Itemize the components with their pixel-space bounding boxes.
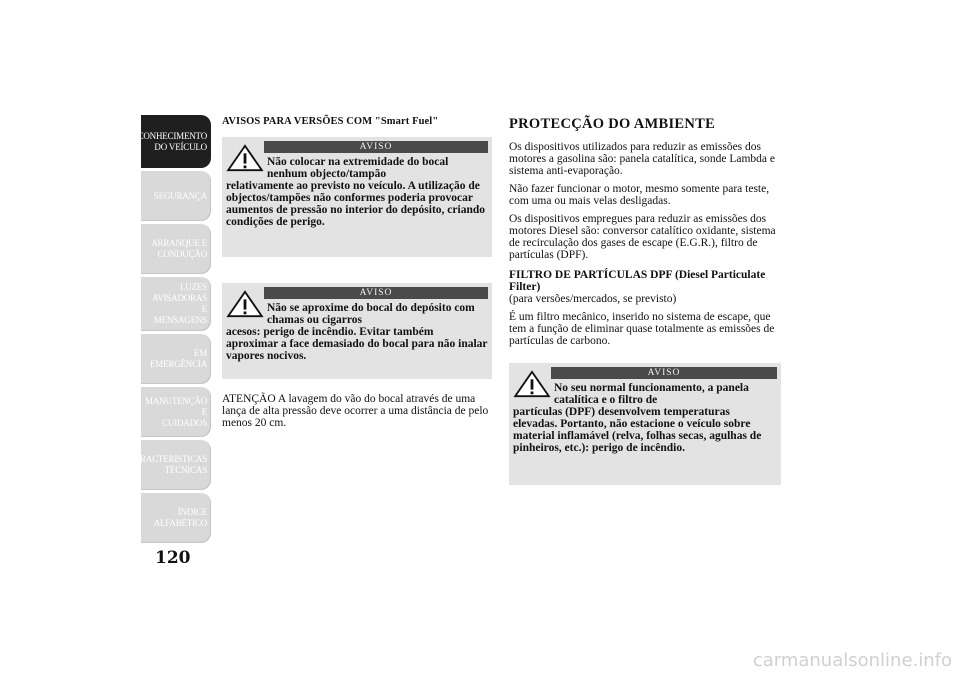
tab-label: EM EMERGÊNCIA: [150, 348, 207, 369]
tab-label: ARRANQUE E CONDUÇÃO: [151, 238, 207, 259]
paragraph-dpf: É um filtro mecânico, inserido no sistema de escape, que tem a função de eliminar quase totalmente as emissões de partículas de carbono.: [509, 311, 775, 347]
tab-conhecimento[interactable]: [137, 115, 211, 168]
warning-text-first: Não colocar na extremidade do bocal nenhum objecto/tampão: [267, 156, 449, 180]
page-number: 120: [155, 548, 191, 568]
warning-triangle-icon: [226, 144, 264, 172]
attention-text: ATENÇÃO A lavagem do vão do bocal através de uma lança de alta pressão deve ocorrer a uma distância de pelo menos 20 cm.: [222, 393, 489, 429]
tab-luzes[interactable]: [141, 277, 211, 331]
paragraph-test: Não fazer funcionar o motor, mesmo somente para teste, com uma ou mais velas desligadas.: [509, 183, 770, 207]
warning-text-rest: partículas (DPF) desenvolvem temperaturas elevadas. Portanto, não estacione o veículo sobre material inflamável (relva, folhas secas, agulhas de pinheiros, etc.): perigo de incêndio.: [513, 406, 762, 454]
warning-label: AVISO: [551, 367, 777, 379]
tab-emergencia[interactable]: [141, 334, 211, 384]
warning-triangle-icon: [226, 290, 264, 318]
warning-text-first: Não se aproxime do bocal do depósito com chamas ou cigarros: [267, 302, 475, 326]
tab-label: CARACTERÍSTICAS TÉCNICAS: [127, 454, 207, 475]
dpf-heading: FILTRO DE PARTÍCULAS DPF (Diesel Particulate Filter): [509, 269, 766, 293]
dpf-note: (para versões/mercados, se previsto): [509, 293, 677, 305]
warning-triangle-icon: [513, 370, 551, 398]
watermark: carmanualsonline.info: [752, 650, 952, 671]
tab-label: MANUTENÇÃO E CUIDADOS: [145, 395, 207, 428]
tab-label: SEGURANÇA: [153, 190, 207, 201]
left-column: [222, 116, 492, 435]
tab-label: CONHECIMENTO DO VEÍCULO: [137, 130, 207, 152]
tab-seguranca[interactable]: [141, 171, 211, 221]
tab-label: LUZES AVISADORAS E MENSAGENS: [152, 282, 207, 325]
warning-label: AVISO: [264, 287, 488, 299]
smart-fuel-heading: AVISOS PARA VERSÕES COM "Smart Fuel": [222, 116, 439, 127]
warning-box-2: [222, 283, 492, 379]
tab-label: ÍNDICE ALFABÉTICO: [153, 507, 207, 528]
paragraph-gasoline: Os dispositivos utilizados para reduzir as emissões dos motores a gasolina são: panela catalítica, sonde Lambda e sistema anti-evaporação.: [509, 141, 775, 177]
tab-manutencao[interactable]: [141, 387, 211, 437]
warning-text-first: No seu normal funcionamento, a panela catalítica e o filtro de: [554, 382, 749, 406]
tab-arranque[interactable]: [141, 224, 211, 274]
warning-text-rest: acesos: perigo de incêndio. Evitar também aproximar a face demasiado do bocal para não inalar vapores nocivos.: [226, 326, 488, 362]
warning-box-3: [509, 363, 781, 485]
tab-caracteristicas[interactable]: [127, 440, 211, 490]
tab-indice[interactable]: [141, 493, 211, 543]
paragraph-diesel: Os dispositivos empregues para reduzir as emissões dos motores Diesel são: conversor catalítico oxidante, sistema de recirculação dos gases de escape (E.G.R.), filtro de partículas (DPF).: [509, 213, 776, 261]
right-column: [509, 116, 781, 485]
warning-label: AVISO: [264, 141, 488, 153]
environment-heading: PROTECÇÃO DO AMBIENTE: [509, 116, 716, 132]
warning-box-1: [222, 137, 492, 257]
warning-text-rest: relativamente ao previsto no veículo. A utilização de objectos/tampões não conformes poderia provocar aumentos de pressão no interior do depósito, criando condições de perigo.: [226, 180, 485, 228]
